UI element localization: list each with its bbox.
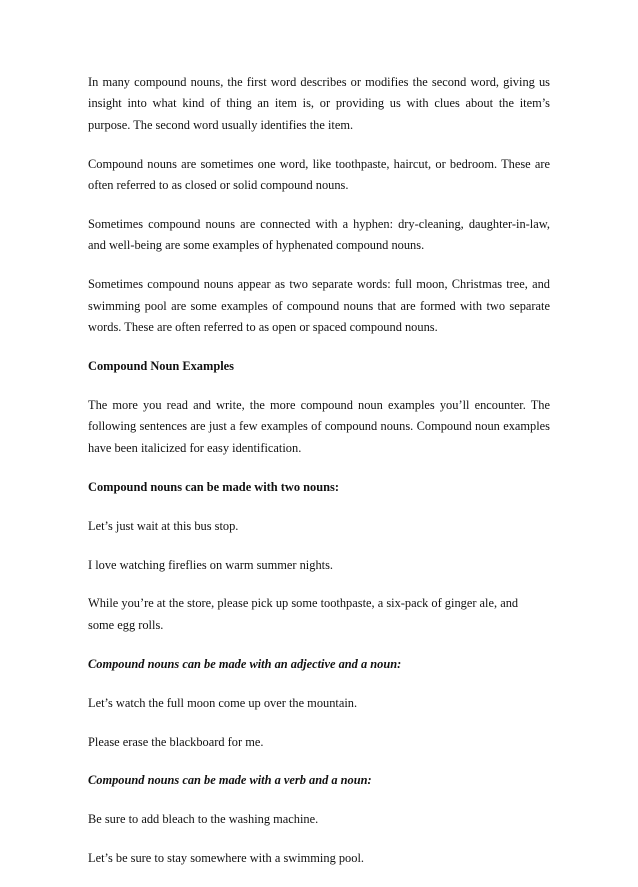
examples-heading: Compound Noun Examples (88, 359, 234, 374)
two-nouns-sentence: I love watching fireflies on warm summer nights. (88, 557, 333, 572)
hyphenated-compound-paragraph: Sometimes compound nouns are connected with a hyphen: dry-cleaning, daughter-in-law, and well-being are some examples of hyphenated compound nouns. (88, 217, 550, 253)
open-compound-paragraph: Sometimes compound nouns appear as two separate words: full moon, Christmas tree, and swimming pool are some examples of compound nouns that are formed with two separate words. These are often referred to as open or spaced compound nouns. (88, 277, 550, 335)
adjective-noun-sentence: Let’s watch the full moon come up over the mountain. (88, 695, 358, 710)
document-page (88, 72, 550, 887)
adjective-noun-sentence: Please erase the blackboard for me. (88, 734, 264, 749)
two-nouns-sentence: While you’re at the store, please pick up some toothpaste, a six-pack of ginger ale, and some egg rolls. (88, 596, 519, 632)
intro-paragraph: In many compound nouns, the first word describes or modifies the second word, giving us insight into what kind of thing an item is, or providing us with clues about the item’s purpose. The second word usually identifies the item. (88, 75, 550, 132)
examples-intro-paragraph: The more you read and write, the more compound noun examples you’ll encounter. The following sentences are just a few examples of compound nouns. Compound noun examples have been italicized for easy identification. (88, 397, 550, 455)
verb-noun-sentence: Let’s be sure to stay somewhere with a swimming pool. (88, 851, 364, 866)
verb-noun-sentence: Be sure to add bleach to the washing machine. (88, 812, 319, 827)
two-nouns-heading: Compound nouns can be made with two nouns: (88, 479, 339, 494)
verb-noun-heading: Compound nouns can be made with a verb and a noun: (88, 773, 372, 788)
closed-compound-paragraph: Compound nouns are sometimes one word, like toothpaste, haircut, or bedroom. These are often referred to as closed or solid compound nouns. (88, 156, 550, 193)
adjective-noun-heading: Compound nouns can be made with an adjective and a noun: (88, 656, 402, 671)
two-nouns-sentence: Let’s just wait at this bus stop. (88, 518, 239, 533)
